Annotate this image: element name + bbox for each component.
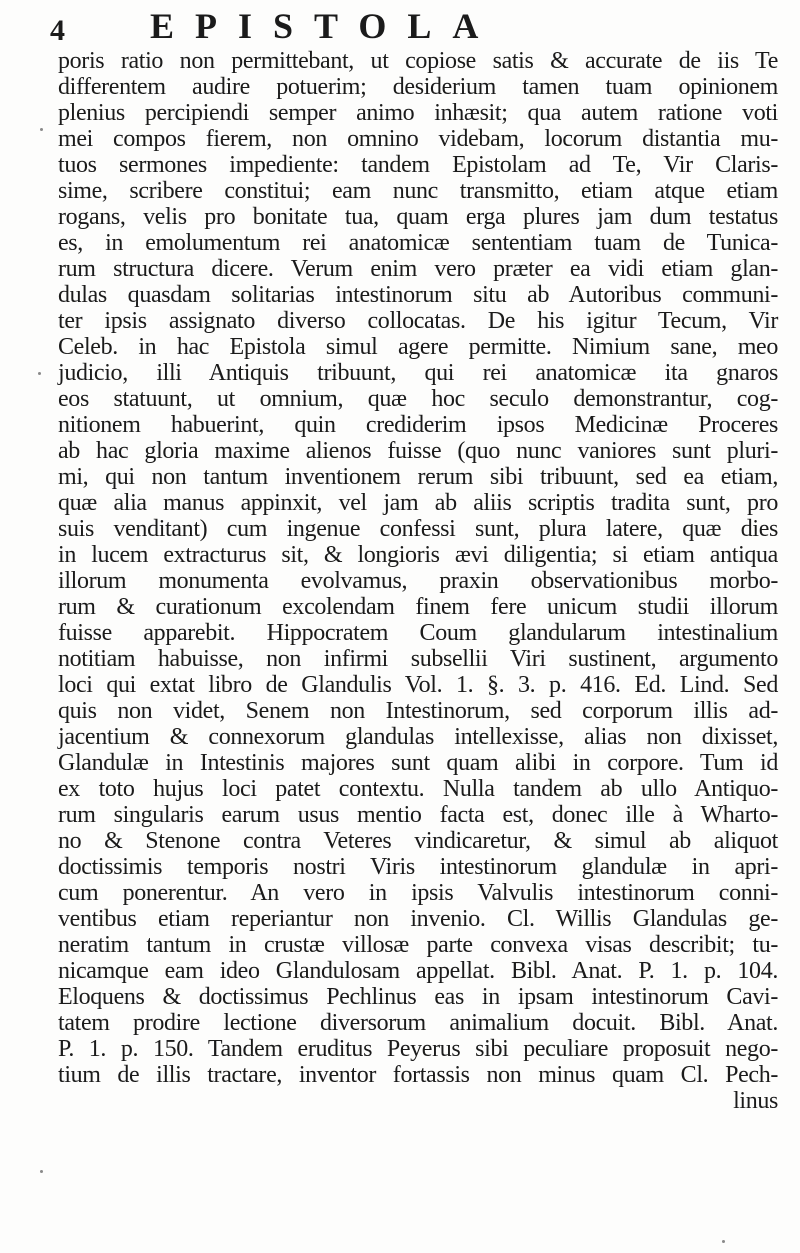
text-line: notitiam habuisse, non infirmi subsellii Viri sustinent, argumento [58, 646, 778, 672]
text-line: rum structura dicere. Verum enim vero præter ea vidi etiam glan- [58, 256, 778, 282]
text-line: Celeb. in hac Epistola simul agere permitte. Nimium sane, meo [58, 334, 778, 360]
text-line: rogans, velis pro bonitate tua, quam erga plures jam dum testatus [58, 204, 778, 230]
text-line: plenius percipiendi semper animo inhæsit; qua autem ratione voti [58, 100, 778, 126]
text-line: ventibus etiam reperiantur non invenio. Cl. Willis Glandulas ge- [58, 906, 778, 932]
text-line: mi, qui non tantum inventionem rerum sibi tribuunt, sed ea etiam, [58, 464, 778, 490]
text-line: judicio, illi Antiquis tribuunt, qui rei anatomicæ ita gnaros [58, 360, 778, 386]
text-line: tium de illis tractare, inventor fortassis non minus quam Cl. Pech- [58, 1062, 778, 1088]
text-line: nitionem habuerint, quin crediderim ipsos Medicinæ Proceres [58, 412, 778, 438]
text-line: es, in emolumentum rei anatomicæ sententiam tuam de Tunica- [58, 230, 778, 256]
text-line: ex toto hujus loci patet contextu. Nulla tandem ab ullo Antiquo- [58, 776, 778, 802]
ink-speck [38, 372, 41, 375]
text-line: rum singularis earum usus mentio facta est, donec ille à Wharto- [58, 802, 778, 828]
text-line: cum ponerentur. An vero in ipsis Valvulis intestinorum conni- [58, 880, 778, 906]
text-line: tatem prodire lectione diversorum animalium docuit. Bibl. Anat. [58, 1010, 778, 1036]
text-line: quis non videt, Senem non Intestinorum, sed corporum illis ad- [58, 698, 778, 724]
running-title: EPISTOLA [150, 6, 500, 46]
text-line: in lucem extracturus sit, & longioris ævi diligentia; si etiam antiqua [58, 542, 778, 568]
text-line: suis venditant) cum ingenue confessi sunt, plura latere, quæ dies [58, 516, 778, 542]
text-line: sime, scribere constitui; eam nunc transmitto, etiam atque etiam [58, 178, 778, 204]
text-line: tuos sermones impediente: tandem Epistolam ad Te, Vir Claris- [58, 152, 778, 178]
text-line: poris ratio non permittebant, ut copiose satis & accurate de iis Te [58, 48, 778, 74]
ink-speck [40, 128, 43, 131]
text-line: Eloquens & doctissimus Pechlinus eas in ipsam intestinorum Cavi- [58, 984, 778, 1010]
text-line: jacentium & connexorum glandulas intellexisse, alias non dixisset, [58, 724, 778, 750]
text-line: Glandulæ in Intestinis majores sunt quam alibi in corpore. Tum id [58, 750, 778, 776]
text-line: no & Stenone contra Veteres vindicaretur, & simul ab aliquot [58, 828, 778, 854]
body-text [58, 48, 778, 1114]
ink-speck [40, 1170, 43, 1173]
text-line: differentem audire potuerim; desiderium tamen tuam opinionem [58, 74, 778, 100]
text-line: dulas quasdam solitarias intestinorum situ ab Autoribus communi- [58, 282, 778, 308]
text-line: eos statuunt, ut omnium, quæ hoc seculo demonstrantur, cog- [58, 386, 778, 412]
text-line: neratim tantum in crustæ villosæ parte convexa visas describit; tu- [58, 932, 778, 958]
text-line: loci qui extat libro de Glandulis Vol. 1. §. 3. p. 416. Ed. Lind. Sed [58, 672, 778, 698]
text-line: fuisse apparebit. Hippocratem Coum glandularum intestinalium [58, 620, 778, 646]
text-line: illorum monumenta evolvamus, praxin observationibus morbo- [58, 568, 778, 594]
page-number: 4 [50, 14, 65, 47]
ink-speck [722, 1240, 725, 1243]
text-line: nicamque eam ideo Glandulosam appellat. Bibl. Anat. P. 1. p. 104. [58, 958, 778, 984]
text-line: mei compos fierem, non omnino videbam, locorum distantia mu- [58, 126, 778, 152]
text-line: ter ipsis assignato diverso collocatas. De his igitur Tecum, Vir [58, 308, 778, 334]
text-line: doctissimis temporis nostri Viris intestinorum glandulæ in apri- [58, 854, 778, 880]
text-line: P. 1. p. 150. Tandem eruditus Peyerus sibi peculiare proposuit nego- [58, 1036, 778, 1062]
page-header [50, 6, 770, 46]
text-line: rum & curationum excolendam finem fere unicum studii illorum [58, 594, 778, 620]
catchword: linus [733, 1088, 778, 1114]
text-line: ab hac gloria maxime alienos fuisse (quo nunc vaniores sunt pluri- [58, 438, 778, 464]
text-line: quæ alia manus appinxit, vel jam ab aliis scriptis tradita sunt, pro [58, 490, 778, 516]
